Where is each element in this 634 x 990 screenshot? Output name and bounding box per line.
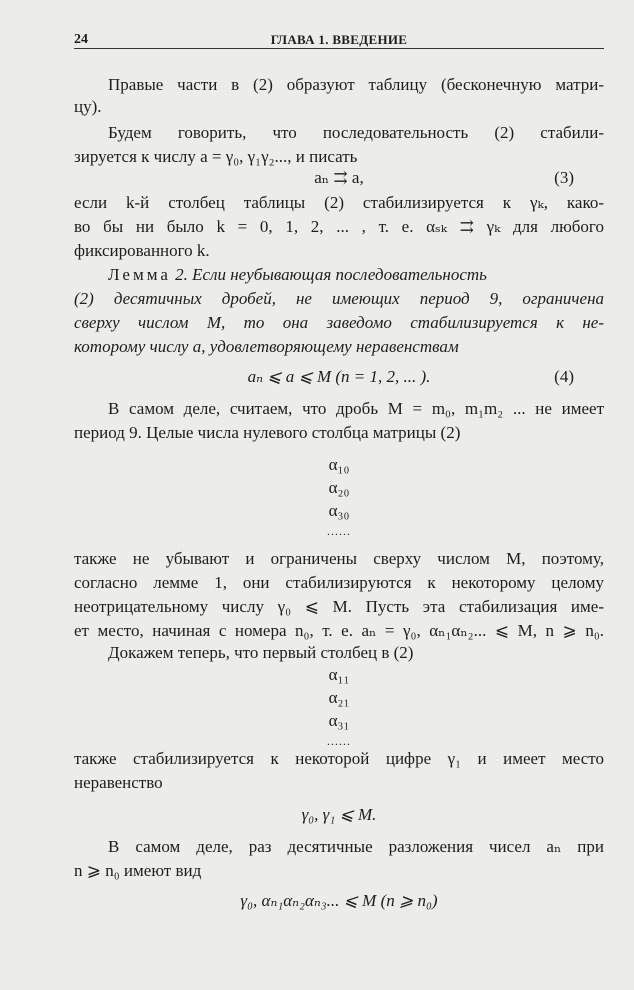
lemma-line-1	[108, 264, 604, 286]
equation-4-body: aₙ ⩽ a ⩽ M (n = 1, 2, ... ).	[247, 367, 431, 386]
column0-item-1: α₁₀	[328, 455, 350, 474]
para-line-13: период 9. Целые числа нулевого столбца матрицы (2)	[74, 423, 461, 442]
para-line-3: Будем говорить, что последовательность (2) стабили-	[108, 123, 604, 142]
equation-4-number: (4)	[554, 367, 574, 386]
equation-3-body: aₙ ⇉ a,	[314, 168, 364, 187]
lemma-title: Лемма	[108, 265, 171, 284]
header-rule	[74, 48, 604, 49]
para-line-18: Докажем теперь, что первый столбец в (2)	[108, 643, 414, 662]
equation-4	[74, 366, 604, 388]
lemma-line-2	[74, 288, 604, 310]
para-line-14: также не убывают и ограничены сверху числом M, поэтому,	[74, 549, 604, 568]
column0-item-2: α₂₀	[328, 478, 350, 497]
column0-item-3: α₃₀	[328, 501, 350, 520]
para-line-21: В самом деле, раз десятичные разложения чисел aₙ при	[108, 837, 604, 856]
column1-item-2: α₂₁	[328, 688, 350, 707]
para-line-22: n ⩾ n₀ имеют вид	[74, 861, 202, 880]
page-number: 24	[74, 32, 88, 47]
para-line-7: фиксированного k.	[74, 241, 210, 260]
column0-ellipsis: ......	[327, 524, 351, 538]
para-line-5: если k-й столбец таблицы (2) стабилизируется к γₖ, како-	[74, 193, 604, 212]
para-line-15: согласно лемме 1, они стабилизируются к некоторому целому	[74, 573, 604, 592]
lemma-statement-start: 2. Если неубывающая последовательность	[175, 265, 487, 284]
para-line-20: неравенство	[74, 773, 163, 792]
para-line-6: во бы ни было k = 0, 1, 2, ... , т. е. αₛₖ ⇉ γₖ для любого	[74, 217, 604, 236]
column1-ellipsis: ......	[327, 734, 351, 748]
para-line-12: В самом деле, считаем, что дробь M = m₀, m₁m₂ ... не имеет	[108, 399, 604, 418]
lemma-text-2: (2) десятичных дробей, не имеющих период 9, ограничена	[74, 289, 604, 308]
column1-item-3: α₃₁	[328, 711, 350, 730]
lemma-line-3	[74, 312, 604, 334]
lemma-text-3: сверху числом M, то она заведомо стабилизируется к не-	[74, 313, 604, 332]
lemma-line-4	[74, 336, 604, 358]
equation-3	[74, 167, 604, 189]
equation-6	[74, 890, 604, 912]
equation-5	[74, 804, 604, 826]
para-line-19: также стабилизируется к некоторой цифре γ₁ и имеет место	[74, 749, 604, 768]
para-line-2: цу).	[74, 97, 102, 116]
equation-6-body: γ₀, αₙ₁αₙ₂αₙ₃... ⩽ M (n ⩾ n₀)	[240, 891, 438, 910]
para-line-17: ет место, начиная с номера n₀, т. е. aₙ = γ₀, αₙ₁αₙ₂... ⩽ M, n ⩾ n₀.	[74, 621, 604, 640]
para-line-1: Правые части в (2) образуют таблицу (бесконечную матри-	[108, 75, 604, 94]
chapter-title: ГЛАВА 1. ВВЕДЕНИЕ	[270, 32, 408, 47]
running-header	[74, 28, 604, 50]
equation-3-number: (3)	[554, 168, 574, 187]
lemma-text-4: которому числу a, удовлетворяющему неравенствам	[74, 337, 459, 356]
equation-5-body: γ₀, γ₁ ⩽ M.	[301, 805, 377, 824]
para-line-4: зируется к числу a = γ₀, γ₁γ₂..., и писать	[74, 147, 358, 166]
column1-item-1: α₁₁	[328, 665, 350, 684]
para-line-16: неотрицательному числу γ₀ ⩽ M. Пусть эта стабилизация име-	[74, 597, 604, 616]
